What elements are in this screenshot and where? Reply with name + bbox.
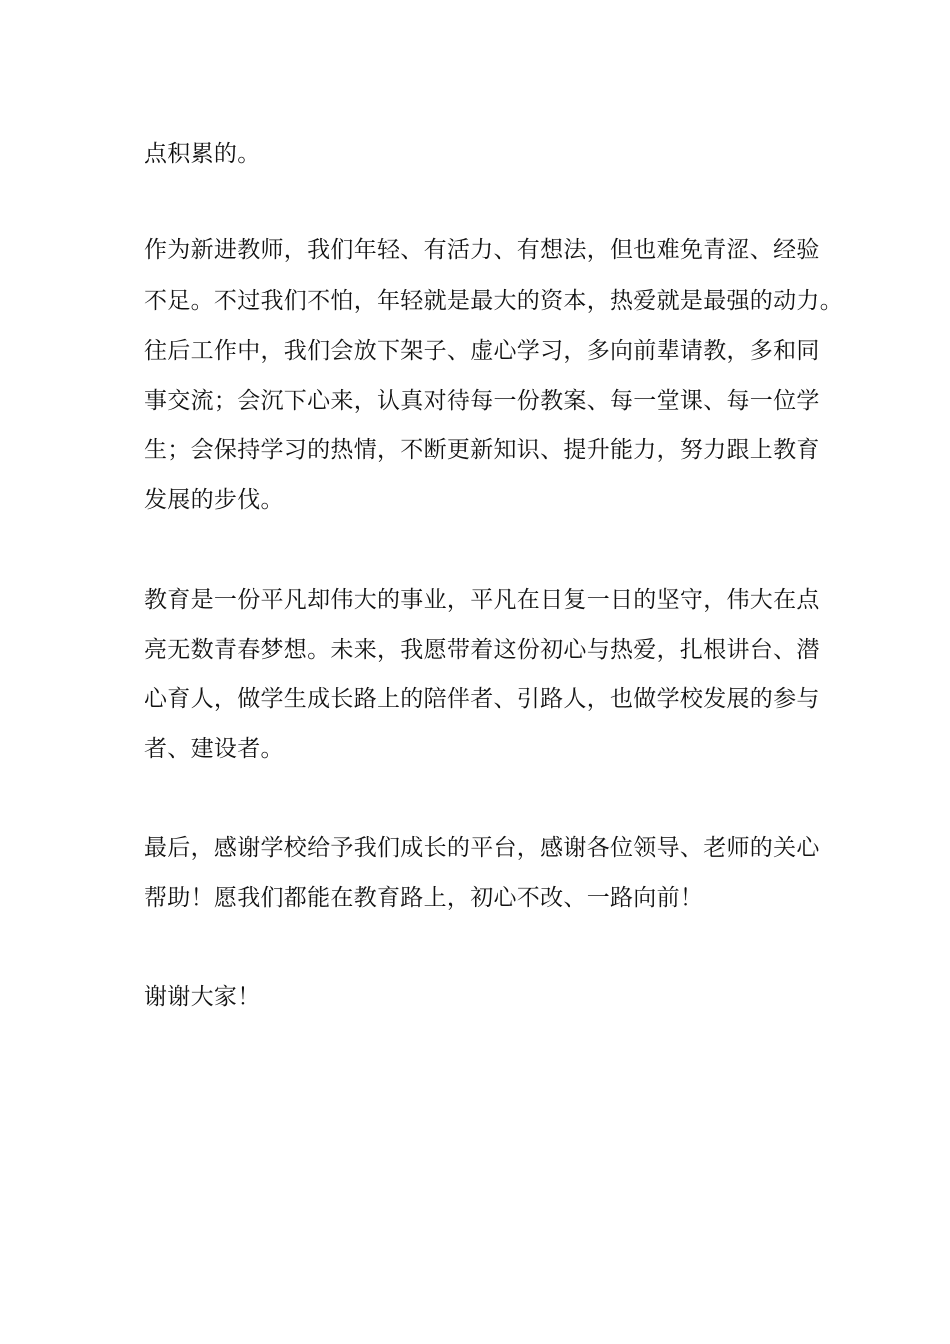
text-line: 谢谢大家！ bbox=[144, 984, 261, 1010]
text-line: 帮助！愿我们都能在教育路上，初心不改、一路向前！ bbox=[144, 885, 704, 911]
text-line: 发展的步伐。 bbox=[144, 487, 284, 513]
text-line: 不足。不过我们不怕，年轻就是最大的资本，热爱就是最强的动力。 bbox=[144, 288, 843, 314]
text-line: 者、建设者。 bbox=[144, 736, 284, 762]
text-line: 亮无数青春梦想。未来，我愿带着这份初心与热爱，扎根讲台、潜 bbox=[144, 637, 820, 663]
text-line: 生；会保持学习的热情，不断更新知识、提升能力，努力跟上教育 bbox=[144, 437, 820, 463]
text-line: 教育是一份平凡却伟大的事业，平凡在日复一日的坚守，伟大在点 bbox=[144, 587, 820, 613]
text-line: 往后工作中，我们会放下架子、虚心学习，多向前辈请教，多和同 bbox=[144, 338, 820, 364]
text-line: 作为新进教师，我们年轻、有活力、有想法，但也难免青涩、经验 bbox=[144, 237, 820, 263]
text-line: 点积累的。 bbox=[144, 141, 261, 167]
text-line: 事交流；会沉下心来，认真对待每一份教案、每一堂课、每一位学 bbox=[144, 388, 820, 414]
text-line: 最后，感谢学校给予我们成长的平台，感谢各位领导、老师的关心 bbox=[144, 835, 820, 861]
text-line: 心育人，做学生成长路上的陪伴者、引路人，也做学校发展的参与 bbox=[144, 686, 820, 712]
